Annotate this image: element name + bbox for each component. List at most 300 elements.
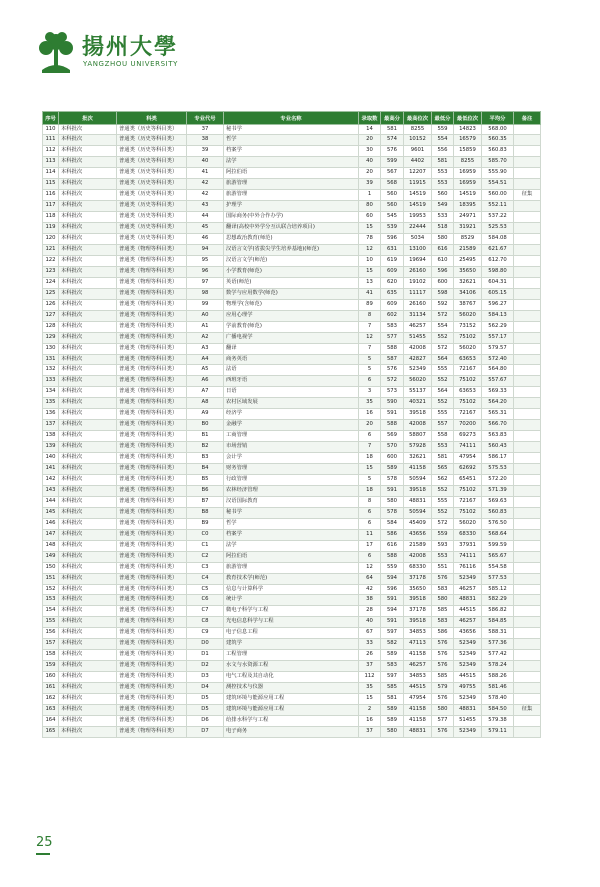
table-cell: 583 xyxy=(381,661,404,672)
table-cell: 10 xyxy=(359,255,381,266)
table-cell: 609 xyxy=(381,266,404,277)
table-cell: 129 xyxy=(43,332,59,343)
table-cell xyxy=(514,387,541,398)
table-cell xyxy=(514,464,541,475)
table-cell: 本科批次 xyxy=(59,234,117,245)
table-cell: 普通类（物理等科目类） xyxy=(117,409,187,420)
table-row xyxy=(43,398,541,409)
table-cell: 7 xyxy=(359,343,381,354)
table-cell: 58807 xyxy=(404,431,432,442)
table-cell: 普通类（历史等科目类） xyxy=(117,223,187,234)
table-cell: 普通类（物理等科目类） xyxy=(117,365,187,376)
table-cell: 普通类（物理等科目类） xyxy=(117,255,187,266)
table-cell: 594 xyxy=(381,573,404,584)
table-cell: 46257 xyxy=(404,321,432,332)
table-cell: 数学与应用数学(师范) xyxy=(224,288,359,299)
table-cell xyxy=(514,288,541,299)
table-cell: 56020 xyxy=(454,518,482,529)
table-cell: 152 xyxy=(43,584,59,595)
table-cell: A5 xyxy=(187,365,224,376)
table-cell: 本科批次 xyxy=(59,507,117,518)
table-cell: 35650 xyxy=(454,266,482,277)
table-cell: B9 xyxy=(187,518,224,529)
table-cell: 39518 xyxy=(404,409,432,420)
table-cell: 14823 xyxy=(454,124,482,135)
table-cell: B8 xyxy=(187,507,224,518)
table-cell: 50594 xyxy=(404,507,432,518)
table-row xyxy=(43,485,541,496)
table-cell: 本科批次 xyxy=(59,650,117,661)
table-cell: 15859 xyxy=(454,146,482,157)
column-header: 最低分 xyxy=(432,112,454,125)
table-cell: 586 xyxy=(432,628,454,639)
table-cell: 普通类（历史等科目类） xyxy=(117,135,187,146)
table-cell xyxy=(514,135,541,146)
column-header: 平均分 xyxy=(482,112,514,125)
table-cell: 普通类（物理等科目类） xyxy=(117,584,187,595)
table-cell xyxy=(514,694,541,705)
table-cell: 596.27 xyxy=(482,299,514,310)
table-cell: 582 xyxy=(381,639,404,650)
table-cell xyxy=(514,650,541,661)
table-cell: 555 xyxy=(432,409,454,420)
table-cell: 普通类（物理等科目类） xyxy=(117,354,187,365)
table-cell: 553 xyxy=(432,168,454,179)
table-cell: 120 xyxy=(43,234,59,245)
table-cell: A7 xyxy=(187,387,224,398)
table-cell: 48831 xyxy=(404,726,432,737)
table-cell: B3 xyxy=(187,453,224,464)
table-cell: 137 xyxy=(43,420,59,431)
table-cell: 48831 xyxy=(454,595,482,606)
table-cell: 554.51 xyxy=(482,179,514,190)
table-cell: D3 xyxy=(187,672,224,683)
table-cell: 631 xyxy=(381,244,404,255)
table-cell: 560.00 xyxy=(482,190,514,201)
table-cell: 普通类（物理等科目类） xyxy=(117,507,187,518)
table-cell: 69273 xyxy=(454,431,482,442)
table-cell: 15 xyxy=(359,694,381,705)
table-row xyxy=(43,606,541,617)
table-cell: 32621 xyxy=(454,277,482,288)
table-cell: 597 xyxy=(381,628,404,639)
table-cell: 565.67 xyxy=(482,551,514,562)
table-cell: 本科批次 xyxy=(59,365,117,376)
table-cell: 621.67 xyxy=(482,244,514,255)
table-row xyxy=(43,343,541,354)
table-cell: 42 xyxy=(187,190,224,201)
table-cell: 569 xyxy=(381,431,404,442)
table-cell: 95 xyxy=(187,255,224,266)
table-cell xyxy=(514,595,541,606)
table-cell: 48831 xyxy=(404,496,432,507)
table-cell: 558 xyxy=(432,431,454,442)
table-cell: 533 xyxy=(432,212,454,223)
table-cell: 48831 xyxy=(454,705,482,716)
table-cell: C1 xyxy=(187,540,224,551)
table-cell: 12 xyxy=(359,562,381,573)
table-cell: 43656 xyxy=(404,529,432,540)
table-cell: 6 xyxy=(359,431,381,442)
table-cell: 553 xyxy=(432,551,454,562)
table-cell: 551 xyxy=(432,562,454,573)
table-row xyxy=(43,650,541,661)
table-cell: 110 xyxy=(43,124,59,135)
table-cell: 47954 xyxy=(454,453,482,464)
table-cell: 普通类（物理等科目类） xyxy=(117,485,187,496)
table-cell: 50594 xyxy=(404,475,432,486)
table-cell: 572 xyxy=(432,518,454,529)
table-cell: 30 xyxy=(359,146,381,157)
table-cell: 49755 xyxy=(454,683,482,694)
table-cell: 普通类（历史等科目类） xyxy=(117,168,187,179)
table-cell: 580 xyxy=(432,595,454,606)
table-cell xyxy=(514,376,541,387)
table-cell: 123 xyxy=(43,266,59,277)
table-row xyxy=(43,288,541,299)
table-cell: 20 xyxy=(359,420,381,431)
table-cell: 593 xyxy=(432,540,454,551)
table-cell: 555 xyxy=(432,365,454,376)
table-cell: 给排水科学与工程 xyxy=(224,715,359,726)
table-cell: 本科批次 xyxy=(59,354,117,365)
table-cell: 13100 xyxy=(404,244,432,255)
table-cell: 本科批次 xyxy=(59,715,117,726)
table-cell: 568 xyxy=(381,179,404,190)
table-cell: 560.83 xyxy=(482,146,514,157)
table-cell: 98 xyxy=(187,288,224,299)
table-cell: 560 xyxy=(381,201,404,212)
table-cell: 552 xyxy=(432,376,454,387)
table-cell: 584.85 xyxy=(482,617,514,628)
table-cell: 39518 xyxy=(404,485,432,496)
table-cell: 56020 xyxy=(404,376,432,387)
table-cell: 旅游管理 xyxy=(224,562,359,573)
table-cell: 40321 xyxy=(404,398,432,409)
table-cell: 普通类（物理等科目类） xyxy=(117,726,187,737)
table-cell: 616 xyxy=(381,540,404,551)
table-cell: 589 xyxy=(381,650,404,661)
table-cell: 552 xyxy=(432,507,454,518)
table-cell: 564.80 xyxy=(482,365,514,376)
table-row xyxy=(43,387,541,398)
table-cell: 566.70 xyxy=(482,420,514,431)
table-cell: 普通类（物理等科目类） xyxy=(117,683,187,694)
table-cell: 112 xyxy=(359,672,381,683)
table-cell: 555.90 xyxy=(482,168,514,179)
table-cell: 40 xyxy=(187,157,224,168)
table-row xyxy=(43,299,541,310)
table-cell xyxy=(514,606,541,617)
table-cell: 普通类（历史等科目类） xyxy=(117,212,187,223)
table-cell: 596 xyxy=(381,584,404,595)
table-cell: 42008 xyxy=(404,551,432,562)
table-cell: 14519 xyxy=(404,201,432,212)
table-cell: 599 xyxy=(381,157,404,168)
table-cell: 法学 xyxy=(224,540,359,551)
table-cell: 34106 xyxy=(454,288,482,299)
table-cell: 554 xyxy=(432,321,454,332)
table-cell: 577.42 xyxy=(482,650,514,661)
table-cell xyxy=(514,223,541,234)
table-cell: 普通类（历史等科目类） xyxy=(117,179,187,190)
table-cell: 575.53 xyxy=(482,464,514,475)
table-cell: 本科批次 xyxy=(59,485,117,496)
table-cell: B4 xyxy=(187,464,224,475)
table-row xyxy=(43,332,541,343)
table-cell: 本科批次 xyxy=(59,551,117,562)
table-cell: 159 xyxy=(43,661,59,672)
table-cell: 普通类（物理等科目类） xyxy=(117,496,187,507)
table-cell xyxy=(514,715,541,726)
table-cell: 140 xyxy=(43,453,59,464)
table-cell: A0 xyxy=(187,310,224,321)
table-cell: 585 xyxy=(381,683,404,694)
table-cell: 46 xyxy=(187,234,224,245)
table-cell: 55137 xyxy=(404,387,432,398)
table-cell: 609 xyxy=(381,299,404,310)
table-cell: 125 xyxy=(43,288,59,299)
table-cell: 157 xyxy=(43,639,59,650)
table-row xyxy=(43,562,541,573)
table-row xyxy=(43,157,541,168)
table-cell: 普通类（历史等科目类） xyxy=(117,201,187,212)
table-cell: 8255 xyxy=(454,157,482,168)
table-cell: 16959 xyxy=(454,179,482,190)
table-cell xyxy=(514,529,541,540)
table-cell: 普通类（物理等科目类） xyxy=(117,705,187,716)
table-cell: 80 xyxy=(359,201,381,212)
table-cell: B2 xyxy=(187,442,224,453)
table-cell: 本科批次 xyxy=(59,321,117,332)
table-cell: D7 xyxy=(187,726,224,737)
table-cell: 576 xyxy=(432,650,454,661)
table-cell: 72167 xyxy=(454,496,482,507)
table-cell: 560.43 xyxy=(482,442,514,453)
table-cell: 5 xyxy=(359,475,381,486)
table-cell: 4402 xyxy=(404,157,432,168)
table-cell: 7 xyxy=(359,321,381,332)
table-row xyxy=(43,617,541,628)
table-row xyxy=(43,595,541,606)
table-cell: 普通类（物理等科目类） xyxy=(117,387,187,398)
table-cell: 589 xyxy=(381,705,404,716)
table-cell: 580 xyxy=(432,234,454,245)
table-cell: 136 xyxy=(43,409,59,420)
table-cell: 605.15 xyxy=(482,288,514,299)
table-cell: 普通类（物理等科目类） xyxy=(117,288,187,299)
table-row xyxy=(43,442,541,453)
table-cell: 579 xyxy=(432,683,454,694)
table-cell: 38 xyxy=(187,135,224,146)
table-cell: 557.67 xyxy=(482,376,514,387)
table-cell: 11 xyxy=(359,529,381,540)
table-cell: 72167 xyxy=(454,365,482,376)
table-cell: 578.24 xyxy=(482,661,514,672)
table-row xyxy=(43,529,541,540)
table-cell: 153 xyxy=(43,595,59,606)
table-cell: 6 xyxy=(359,518,381,529)
table-cell: 111 xyxy=(43,135,59,146)
table-cell: 本科批次 xyxy=(59,255,117,266)
table-cell xyxy=(514,299,541,310)
table-cell: 19102 xyxy=(404,277,432,288)
table-cell: 汉语国际教育 xyxy=(224,496,359,507)
table-cell: 574 xyxy=(381,135,404,146)
table-cell: 35650 xyxy=(404,584,432,595)
table-cell: 578 xyxy=(381,475,404,486)
table-cell xyxy=(514,442,541,453)
table-cell: 42 xyxy=(359,584,381,595)
table-cell: 46257 xyxy=(454,617,482,628)
table-cell: 56020 xyxy=(454,343,482,354)
table-cell: 电气工程及其自动化 xyxy=(224,672,359,683)
table-cell: 60 xyxy=(359,212,381,223)
table-row xyxy=(43,551,541,562)
table-cell: A1 xyxy=(187,321,224,332)
table-cell: D1 xyxy=(187,650,224,661)
table-cell: 普通类（物理等科目类） xyxy=(117,398,187,409)
table-cell: 591 xyxy=(381,485,404,496)
table-cell xyxy=(514,672,541,683)
table-cell: 126 xyxy=(43,299,59,310)
table-cell: 英语(师范) xyxy=(224,277,359,288)
table-cell xyxy=(514,562,541,573)
table-cell: 5 xyxy=(359,354,381,365)
table-cell: 158 xyxy=(43,650,59,661)
table-cell: 本科批次 xyxy=(59,726,117,737)
table-cell: 576 xyxy=(432,639,454,650)
table-cell: 583 xyxy=(381,321,404,332)
table-cell: 139 xyxy=(43,442,59,453)
table-cell: 587 xyxy=(381,354,404,365)
table-cell xyxy=(514,726,541,737)
table-cell: 本科批次 xyxy=(59,157,117,168)
table-cell: 哲学 xyxy=(224,135,359,146)
table-cell: 128 xyxy=(43,321,59,332)
table-cell: 596 xyxy=(432,266,454,277)
table-row xyxy=(43,705,541,716)
table-cell: 559 xyxy=(432,124,454,135)
table-cell: 165 xyxy=(43,726,59,737)
table-cell: 554 xyxy=(432,135,454,146)
table-cell: 7 xyxy=(359,442,381,453)
table-cell xyxy=(514,179,541,190)
table-cell: 40 xyxy=(359,617,381,628)
table-row xyxy=(43,672,541,683)
table-cell: 3 xyxy=(359,387,381,398)
table-cell: 农林经济管理 xyxy=(224,485,359,496)
table-row xyxy=(43,244,541,255)
table-cell: 155 xyxy=(43,617,59,628)
table-cell: 37 xyxy=(359,726,381,737)
table-cell xyxy=(514,354,541,365)
table-cell: 43 xyxy=(187,201,224,212)
table-cell: 585 xyxy=(432,672,454,683)
table-cell: 39518 xyxy=(404,617,432,628)
table-cell: 31134 xyxy=(404,310,432,321)
table-cell: 本科批次 xyxy=(59,628,117,639)
table-cell: 19694 xyxy=(404,255,432,266)
table-cell: 本科批次 xyxy=(59,442,117,453)
table-cell: 本科批次 xyxy=(59,584,117,595)
table-cell: 44515 xyxy=(454,672,482,683)
table-row xyxy=(43,255,541,266)
table-cell: 普通类（历史等科目类） xyxy=(117,146,187,157)
table-cell: D4 xyxy=(187,683,224,694)
table-cell: 121 xyxy=(43,244,59,255)
table-cell: 151 xyxy=(43,573,59,584)
table-row xyxy=(43,683,541,694)
table-cell: 594 xyxy=(381,606,404,617)
table-cell: 45 xyxy=(187,223,224,234)
table-row xyxy=(43,277,541,288)
table-cell: 596 xyxy=(381,234,404,245)
table-cell: 590 xyxy=(381,398,404,409)
table-cell: 571.39 xyxy=(482,485,514,496)
table-header xyxy=(43,112,541,125)
table-cell: 576 xyxy=(432,573,454,584)
table-cell: 583 xyxy=(432,584,454,595)
table-cell: 585.12 xyxy=(482,584,514,595)
column-header: 最低位次 xyxy=(454,112,482,125)
table-cell: B7 xyxy=(187,496,224,507)
table-cell: 146 xyxy=(43,518,59,529)
table-cell: 档案学 xyxy=(224,529,359,540)
table-row xyxy=(43,584,541,595)
table-cell: 哲学 xyxy=(224,518,359,529)
table-row xyxy=(43,354,541,365)
table-row xyxy=(43,715,541,726)
table-cell xyxy=(514,277,541,288)
table-cell: 525.53 xyxy=(482,223,514,234)
table-cell: 市场营销 xyxy=(224,442,359,453)
table-cell: 565 xyxy=(432,464,454,475)
table-cell: 585 xyxy=(432,606,454,617)
table-cell: 585.70 xyxy=(482,157,514,168)
table-cell: 光电信息科学与工程 xyxy=(224,617,359,628)
table-cell: C6 xyxy=(187,595,224,606)
table-cell: B6 xyxy=(187,485,224,496)
table-cell xyxy=(514,266,541,277)
table-cell xyxy=(514,507,541,518)
table-cell: 15 xyxy=(359,266,381,277)
table-cell xyxy=(514,551,541,562)
table-cell: 97 xyxy=(187,277,224,288)
table-cell: 普通类（物理等科目类） xyxy=(117,715,187,726)
table-cell: D0 xyxy=(187,639,224,650)
table-cell: 635 xyxy=(381,288,404,299)
table-cell: 72167 xyxy=(454,409,482,420)
table-cell: 68330 xyxy=(404,562,432,573)
table-cell: 本科批次 xyxy=(59,694,117,705)
table-row xyxy=(43,201,541,212)
table-cell: 西班牙语 xyxy=(224,376,359,387)
table-cell xyxy=(514,168,541,179)
table-cell: 161 xyxy=(43,683,59,694)
table-cell xyxy=(514,255,541,266)
table-cell xyxy=(514,310,541,321)
table-cell: 577.36 xyxy=(482,639,514,650)
table-cell: 52349 xyxy=(454,661,482,672)
table-cell: 564 xyxy=(432,354,454,365)
table-cell: 物理学(含师范) xyxy=(224,299,359,310)
table-row xyxy=(43,628,541,639)
table-cell: 44515 xyxy=(454,606,482,617)
table-cell: 秘书学 xyxy=(224,124,359,135)
table-cell: 21589 xyxy=(404,540,432,551)
table-cell: 154 xyxy=(43,606,59,617)
